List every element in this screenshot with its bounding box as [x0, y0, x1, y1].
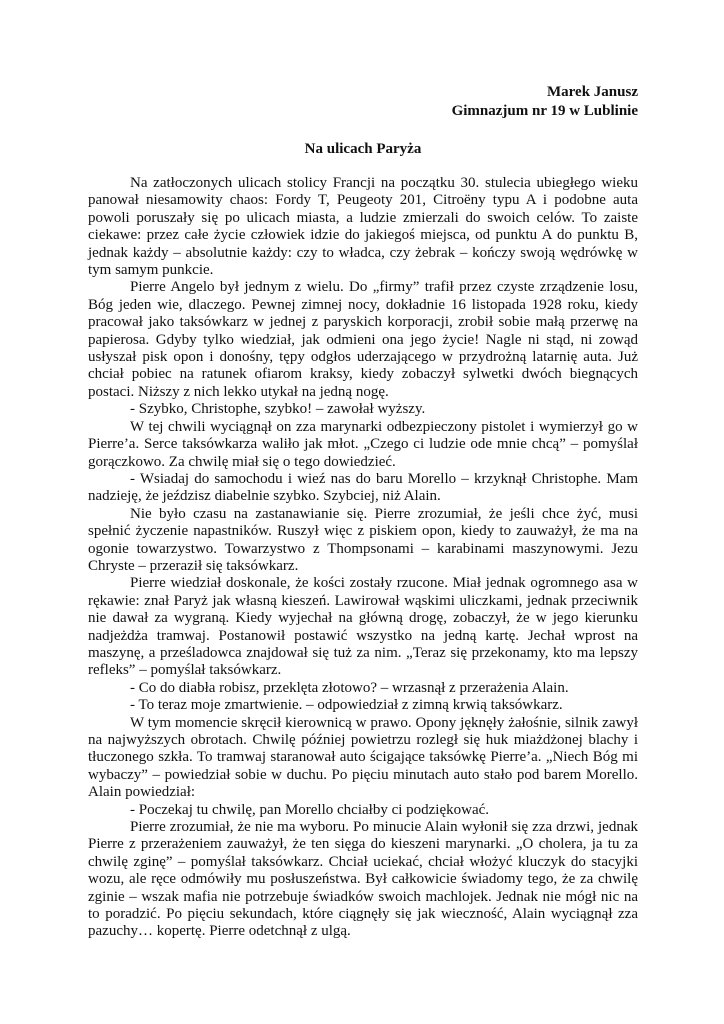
header	[88, 83, 638, 121]
paragraph: Pierre Angelo był jednym z wielu. Do „firmy” trafił przez czyste zrządzenie losu, Bóg jeden wie, dlaczego. Pewnej zimnej nocy, dokładnie 16 listopada 1928 roku, kiedy pracował jako taksówkarz w jednej z paryskich korporacji, zrobił sobie małą przerwę na papierosa. Gdyby tylko wiedział, jak odmieni ona jego życie! Nagle ni stąd, ni zowąd usłyszał pisk opon i donośny, tępy odgłos uderzającego w przydrożną latarnię auta. Już chciał pobiec na ratunek ofiarom kraksy, kiedy zobaczył sylwetki dwóch biegnących postaci. Niższy z nich lekko utykał na jedną nogę.	[88, 279, 638, 400]
paragraph: Pierre wiedział doskonale, że kości zostały rzucone. Miał jednak ogromnego asa w rękawie: znał Paryż jak własną kieszeń. Lawirował wąskimi uliczkami, jednak przeciwnik nie dawał za wygraną. Kiedy wyjechał na główną drogę, zobaczył, że w jego kierunku nadjeżdża tramwaj. Postanowił postawić wszystko na jedną kartę. Jechał wprost na maszynę, a prześladowca znajdował się tuż za nim. „Teraz się przekonamy, kto ma lepszy refleks” – pomyślał taksówkarz.	[88, 575, 638, 679]
paragraph: - To teraz moje zmartwienie. – odpowiedział z zimną krwią taksówkarz.	[130, 697, 563, 714]
paragraph: W tej chwili wyciągnął on zza marynarki odbezpieczony pistolet i wymierzył go w Pierre’a. Serce taksówkarza waliło jak młot. „Czego ci ludzie ode mnie chcą” – pomyślał gorączkowo. Za chwilę miał się o tego dowiedzieć.	[88, 418, 638, 470]
document-body	[88, 175, 638, 941]
paragraph: Nie było czasu na zastanawianie się. Pierre zrozumiał, że jeśli chce żyć, musi spełnić życzenie napastników. Ruszył więc z piskiem opon, kiedy to zauważył, że ma na ogonie towarzystwo. Towarzystwo z Thompsonami – karabinami maszynowymi. Jezu Chryste – przeraził się taksówkarz.	[88, 505, 638, 574]
paragraph: Pierre zrozumiał, że nie ma wyboru. Po minucie Alain wyłonił się zza drzwi, jednak Pierre z przerażeniem zauważył, że ten sięga do kieszeni marynarki. „O cholera, ja tu za chwilę zginę” – pomyślał taksówkarz. Chciał uciekać, chciał włożyć kluczyk do stacyjki wozu, ale ręce odmówiły mu posłuszeństwa. Był całkowicie świadomy tego, że za chwilę zginie – wszak mafia nie potrzebuje świadków swoich machlojek. Jednak nie mógł nic na to poradzić. Po pięciu sekundach, które ciągnęły się jak wieczność, Alain wyciągnął zza pazuchy… kopertę. Pierre odetchnął z ulgą.	[88, 819, 638, 940]
paragraph: - Co do diabła robisz, przeklęta złotowo? – wrzasnął z przerażenia Alain.	[130, 679, 569, 696]
paragraph: - Wsiadaj do samochodu i wieź nas do baru Morello – krzyknął Christophe. Mam nadzieję, że jeździsz diabelnie szybko. Szybciej, niż Alain.	[88, 470, 638, 505]
paragraph: - Szybko, Christophe, szybko! – zawołał wyższy.	[130, 401, 426, 418]
paragraph: W tym momencie skręcił kierownicą w prawo. Opony jęknęły żałośnie, silnik zawył na najwyższych obrotach. Chwilę później powietrzu rozległ się huk miażdżonej blachy i tłuczonego szkła. To tramwaj staranował auto ścigające taksówkę Pierre’a. „Niech Bóg mi wybaczy” – powiedział sobie w duchu. Po pięciu minutach auto stało pod barem Morello. Alain powiedział:	[88, 714, 638, 801]
document-title: Na ulicach Paryża	[304, 141, 422, 157]
paragraph: - Poczekaj tu chwilę, pan Morello chciałby ci podziękować.	[130, 801, 490, 818]
paragraph: Na zatłoczonych ulicach stolicy Francji na początku 30. stulecia ubiegłego wieku panował niesamowity chaos: Fordy T, Peugeoty 201, Citroëny typu A i podobne auta powoli poruszały się po ulicach miasta, a ludzie zmierzali do swoich celów. To zaiste ciekawe: przez całe życie człowiek idzie do jakiegoś miejsca, od punktu A do punktu B, jednak każdy – absolutnie każdy: czy to władca, czy żebrak – kończy swoją wędrówkę w tym samym punkcie.	[88, 175, 638, 279]
author-name: Marek Janusz	[547, 84, 638, 100]
school-name: Gimnazjum nr 19 w Lublinie	[451, 103, 638, 119]
